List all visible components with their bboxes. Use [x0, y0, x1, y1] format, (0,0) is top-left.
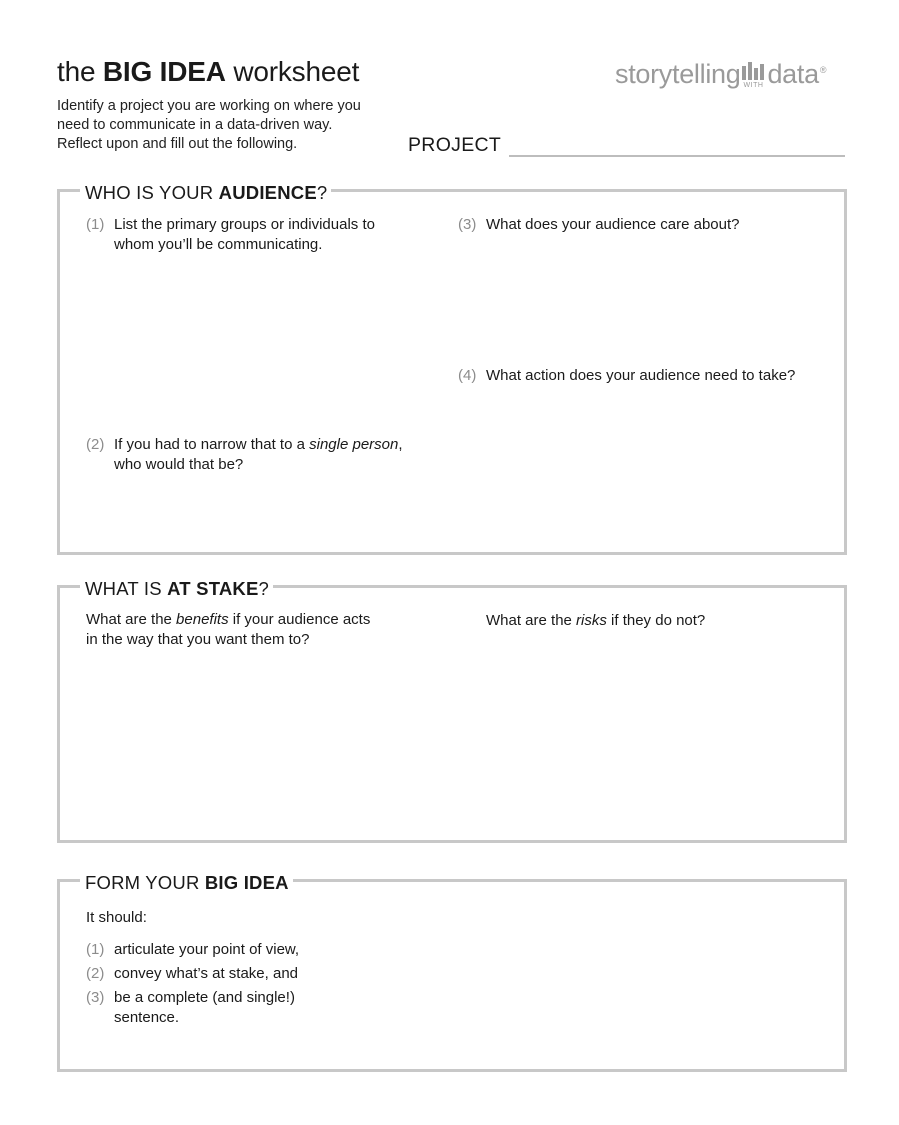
- item-number: (3): [86, 989, 105, 1006]
- question-number: (1): [86, 216, 105, 233]
- question-number: (3): [458, 216, 477, 233]
- audience-section-title: WHO IS YOUR AUDIENCE?: [80, 182, 331, 204]
- big-idea-item-2: (2) convey what’s at stake, and: [86, 965, 298, 982]
- intro-line: Reflect upon and fill out the following.: [57, 136, 298, 152]
- benefits-question: What are the benefits if your audience acts in the way that you want them to?: [86, 611, 371, 648]
- stake-section-title: WHAT IS AT STAKE?: [80, 578, 273, 600]
- intro-text: [57, 97, 402, 154]
- audience-question-2: (2) If you had to narrow that to a single person, who would that be?: [86, 436, 403, 473]
- project-label: PROJECT: [408, 134, 502, 156]
- item-number: (1): [86, 941, 105, 958]
- storytelling-with-data-logo: [615, 55, 826, 89]
- project-field[interactable]: [509, 155, 845, 157]
- intro-line: need to communicate in a data-driven way.: [57, 117, 333, 133]
- big-idea-intro: It should:: [86, 909, 147, 926]
- risks-question: What are the risks if they do not?: [486, 612, 706, 629]
- logo-word-with: WITH: [743, 82, 764, 89]
- question-number: (2): [86, 436, 105, 453]
- logo-word-data: data: [767, 59, 819, 89]
- registered-mark: ®: [819, 65, 827, 75]
- logo-word-storytelling: storytelling: [615, 59, 741, 89]
- audience-question-1: (1) List the primary groups or individuals to whom you’ll be communicating.: [86, 216, 375, 253]
- item-number: (2): [86, 965, 105, 982]
- bar-chart-icon: [741, 59, 765, 89]
- intro-line: Identify a project you are working on where you: [57, 98, 361, 114]
- question-number: (4): [458, 367, 477, 384]
- audience-question-4: (4) What action does your audience need to take?: [458, 367, 796, 384]
- audience-question-3: (3) What does your audience care about?: [458, 216, 740, 233]
- big-idea-item-1: (1) articulate your point of view,: [86, 941, 300, 958]
- big-idea-section-title: FORM YOUR BIG IDEA: [80, 872, 293, 894]
- page-title: the BIG IDEA worksheet: [57, 56, 360, 87]
- big-idea-item-3: (3) be a complete (and single!) sentence.: [86, 989, 295, 1026]
